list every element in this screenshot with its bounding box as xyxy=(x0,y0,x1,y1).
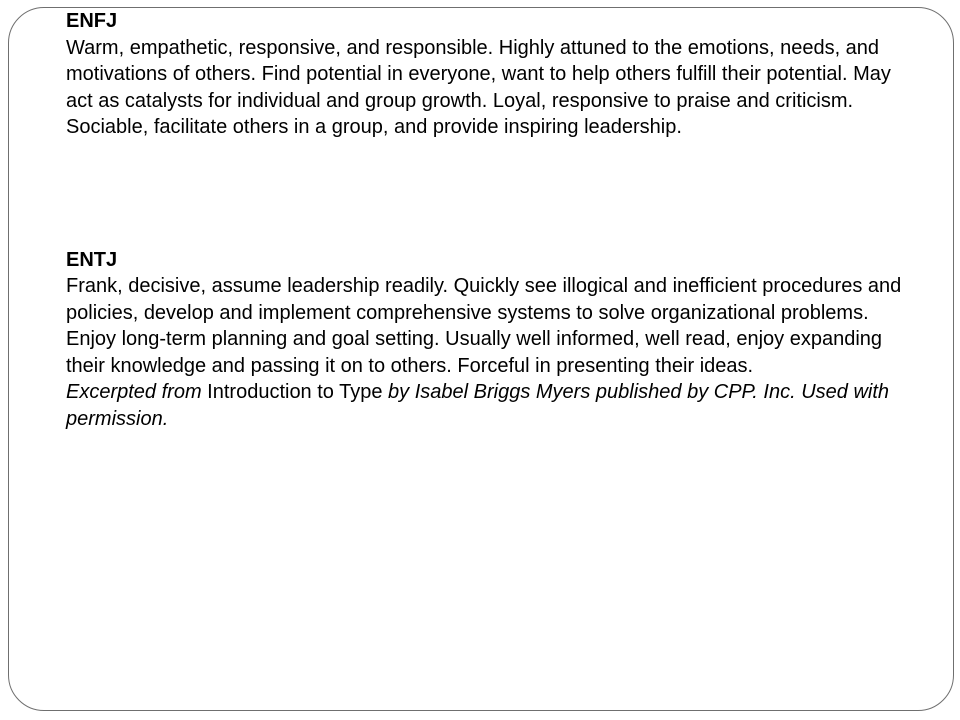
entj-section xyxy=(66,247,916,433)
credit-suffix: by Isabel Briggs Myers published by CPP. Inc. Used with permission. xyxy=(66,381,890,430)
enfj-description: Warm, empathetic, responsive, and responsible. Highly attuned to the emotions, needs, and motivations of others. Find potential in everyone, want to help others fulfill their potential. May act as catalysts for individual and group growth. Loyal, responsive to praise and criticism. Sociable, facilitate others in a group, and provide inspiring leadership. xyxy=(66,36,891,138)
section-spacer xyxy=(66,141,916,247)
content-area xyxy=(66,8,916,432)
credit-prefix: Excerpted from xyxy=(66,381,208,403)
source-credit xyxy=(66,379,916,432)
enfj-heading: ENFJ xyxy=(66,10,118,32)
entj-heading: ENTJ xyxy=(66,248,118,271)
enfj-section xyxy=(66,8,916,141)
entj-description: Frank, decisive, assume leadership readily. Quickly see illogical and inefficient procedures and policies, develop and implement comprehensive systems to solve organizational problems. Enjoy long-term planning and goal setting. Usually well informed, well read, enjoy expanding their knowledge and passing it on to others. Forceful in presenting their ideas. xyxy=(66,275,902,377)
credit-book-title: Introduction to Type xyxy=(207,381,383,403)
